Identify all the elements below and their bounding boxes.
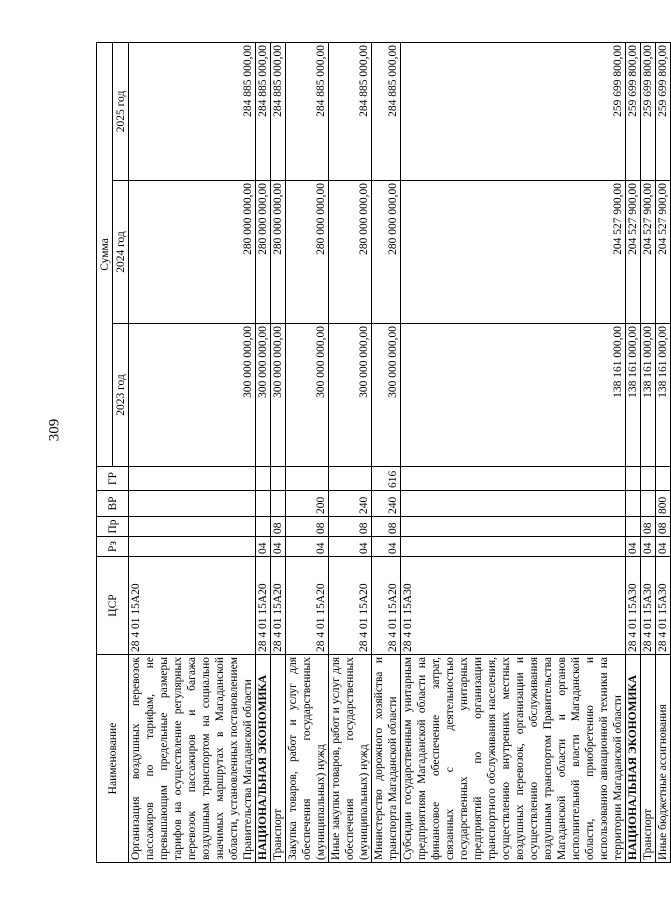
- row-pr: 08: [656, 517, 671, 537]
- row-gr: 616: [372, 467, 401, 491]
- row-pr: 08: [271, 517, 286, 537]
- row-sum-2025: 284 885 000,00: [256, 42, 271, 180]
- row-sum-2023: 138 161 000,00: [626, 324, 641, 467]
- row-csr: 28 4 01 15А30: [626, 557, 641, 655]
- row-rz: 04: [656, 537, 671, 557]
- row-sum-2025: 284 885 000,00: [286, 42, 329, 180]
- table-row: [271, 42, 286, 862]
- row-sum-2025: 259 699 800,00: [641, 42, 656, 180]
- row-sum-2023: 300 000 000,00: [256, 324, 271, 467]
- row-rz: [401, 537, 626, 557]
- row-sum-2025: 259 699 800,00: [626, 42, 641, 180]
- row-csr: 28 4 01 15А20: [256, 557, 271, 655]
- page-number: 309: [46, 418, 63, 442]
- table-row: [286, 42, 329, 862]
- row-sum-2024: 280 000 000,00: [286, 181, 329, 324]
- row-gr: [626, 467, 641, 491]
- row-csr: 28 4 01 15А30: [401, 557, 626, 655]
- table-row: [329, 42, 372, 862]
- row-gr: [286, 467, 329, 491]
- row-sum-2023: 300 000 000,00: [372, 324, 401, 467]
- row-name: Закупка товаров, работ и услуг для обеспечения государственных (муниципальных) нужд: [286, 655, 329, 863]
- row-gr: [329, 467, 372, 491]
- row-vr: [401, 491, 626, 517]
- row-pr: 08: [372, 517, 401, 537]
- row-sum-2025: 259 699 800,00: [401, 42, 626, 180]
- table-row: [641, 42, 656, 862]
- header-sum: Сумма: [97, 42, 113, 466]
- row-csr: 28 4 01 15А20: [329, 557, 372, 655]
- row-csr: 28 4 01 15А20: [129, 557, 256, 655]
- row-sum-2024: 204 527 900,00: [641, 181, 656, 324]
- row-rz: 04: [641, 537, 656, 557]
- header-csr: ЦСР: [97, 557, 129, 655]
- row-gr: [656, 467, 671, 491]
- row-rz: [129, 537, 256, 557]
- row-vr: [641, 491, 656, 517]
- header-gr: ГР: [97, 467, 129, 491]
- row-name: Транспорт: [271, 655, 286, 863]
- row-rz: 04: [256, 537, 271, 557]
- row-rz: 04: [626, 537, 641, 557]
- header-2023: 2023 год: [113, 324, 129, 467]
- row-sum-2023: 300 000 000,00: [129, 324, 256, 467]
- row-pr: [626, 517, 641, 537]
- table-row: [129, 42, 256, 862]
- row-sum-2025: 284 885 000,00: [129, 42, 256, 180]
- row-sum-2023: 138 161 000,00: [656, 324, 671, 467]
- row-gr: [129, 467, 256, 491]
- row-gr: [401, 467, 626, 491]
- row-pr: 08: [329, 517, 372, 537]
- row-rz: 04: [271, 537, 286, 557]
- row-sum-2024: 280 000 000,00: [329, 181, 372, 324]
- row-csr: 28 4 01 15А20: [271, 557, 286, 655]
- row-pr: [401, 517, 626, 537]
- row-name: Организация воздушных перевозок пассажиров по тарифам, не превышающим предельные размеры тарифов на осуществление регулярных перевозок пассажиров и багажа воздушным транспортом на социально значимых маршрутах в Магаданской области, установленных постановлением Правительства Магаданской области: [129, 655, 256, 863]
- row-gr: [641, 467, 656, 491]
- table-row: [401, 42, 626, 862]
- row-sum-2023: 138 161 000,00: [641, 324, 656, 467]
- row-vr: 200: [286, 491, 329, 517]
- row-name: Транспорт: [641, 655, 656, 863]
- table-row: [256, 42, 271, 862]
- row-sum-2025: 284 885 000,00: [329, 42, 372, 180]
- row-vr: 240: [372, 491, 401, 517]
- row-sum-2024: 280 000 000,00: [271, 181, 286, 324]
- row-rz: 04: [372, 537, 401, 557]
- row-vr: [256, 491, 271, 517]
- row-pr: [256, 517, 271, 537]
- table-row: [372, 42, 401, 862]
- row-pr: 08: [641, 517, 656, 537]
- row-vr: [129, 491, 256, 517]
- row-name: НАЦИОНАЛЬНАЯ ЭКОНОМИКА: [256, 655, 271, 863]
- table-body: [129, 42, 671, 862]
- row-sum-2024: 280 000 000,00: [256, 181, 271, 324]
- budget-table-rotated: [96, 43, 669, 863]
- row-csr: 28 4 01 15А20: [286, 557, 329, 655]
- row-sum-2025: 284 885 000,00: [372, 42, 401, 180]
- row-vr: 800: [656, 491, 671, 517]
- row-pr: [129, 517, 256, 537]
- header-vr: ВР: [97, 491, 129, 517]
- header-2025: 2025 год: [113, 42, 129, 180]
- row-name: Министерство дорожного хозяйства и транспорта Магаданской области: [372, 655, 401, 863]
- row-name: Субсидии государственным унитарным предприятиям Магаданской области на финансовое обеспечение затрат, связанных с деятельностью государственных унитарных предприятий по организации транспортного обслуживания населения, осуществлению внутренних местных воздушных перевозок, организации и осуществлению обслуживания воздушным транспортом Правительства Магаданской области и органов исполнительной власти Магаданской области, приобретению и использованию авиационной техники на территории Магаданской области: [401, 655, 626, 863]
- budget-table: [96, 42, 671, 863]
- table-row: [626, 42, 641, 862]
- header-name: Наименование: [97, 655, 129, 863]
- row-pr: 08: [286, 517, 329, 537]
- row-sum-2024: 204 527 900,00: [656, 181, 671, 324]
- row-sum-2023: 138 161 000,00: [401, 324, 626, 467]
- row-sum-2024: 280 000 000,00: [372, 181, 401, 324]
- header-pr: Пр: [97, 517, 129, 537]
- row-vr: [271, 491, 286, 517]
- header-2024: 2024 год: [113, 181, 129, 324]
- row-sum-2023: 300 000 000,00: [329, 324, 372, 467]
- row-csr: 28 4 01 15А30: [656, 557, 671, 655]
- table-row: [656, 42, 671, 862]
- header-rz: Рз: [97, 537, 129, 557]
- row-name: НАЦИОНАЛЬНАЯ ЭКОНОМИКА: [626, 655, 641, 863]
- row-csr: 28 4 01 15А30: [641, 557, 656, 655]
- row-gr: [256, 467, 271, 491]
- row-vr: [626, 491, 641, 517]
- row-csr: 28 4 01 15А20: [372, 557, 401, 655]
- row-sum-2024: 280 000 000,00: [129, 181, 256, 324]
- row-sum-2024: 204 527 900,00: [401, 181, 626, 324]
- row-rz: 04: [329, 537, 372, 557]
- row-sum-2025: 284 885 000,00: [271, 42, 286, 180]
- row-gr: [271, 467, 286, 491]
- row-vr: 240: [329, 491, 372, 517]
- row-name: Иные бюджетные ассигнования: [656, 655, 671, 863]
- row-sum-2023: 300 000 000,00: [286, 324, 329, 467]
- row-sum-2025: 259 699 800,00: [656, 42, 671, 180]
- row-name: Иные закупки товаров, работ и услуг для обеспечения государственных (муниципальных) нужд: [329, 655, 372, 863]
- row-sum-2023: 300 000 000,00: [271, 324, 286, 467]
- row-rz: 04: [286, 537, 329, 557]
- row-sum-2024: 204 527 900,00: [626, 181, 641, 324]
